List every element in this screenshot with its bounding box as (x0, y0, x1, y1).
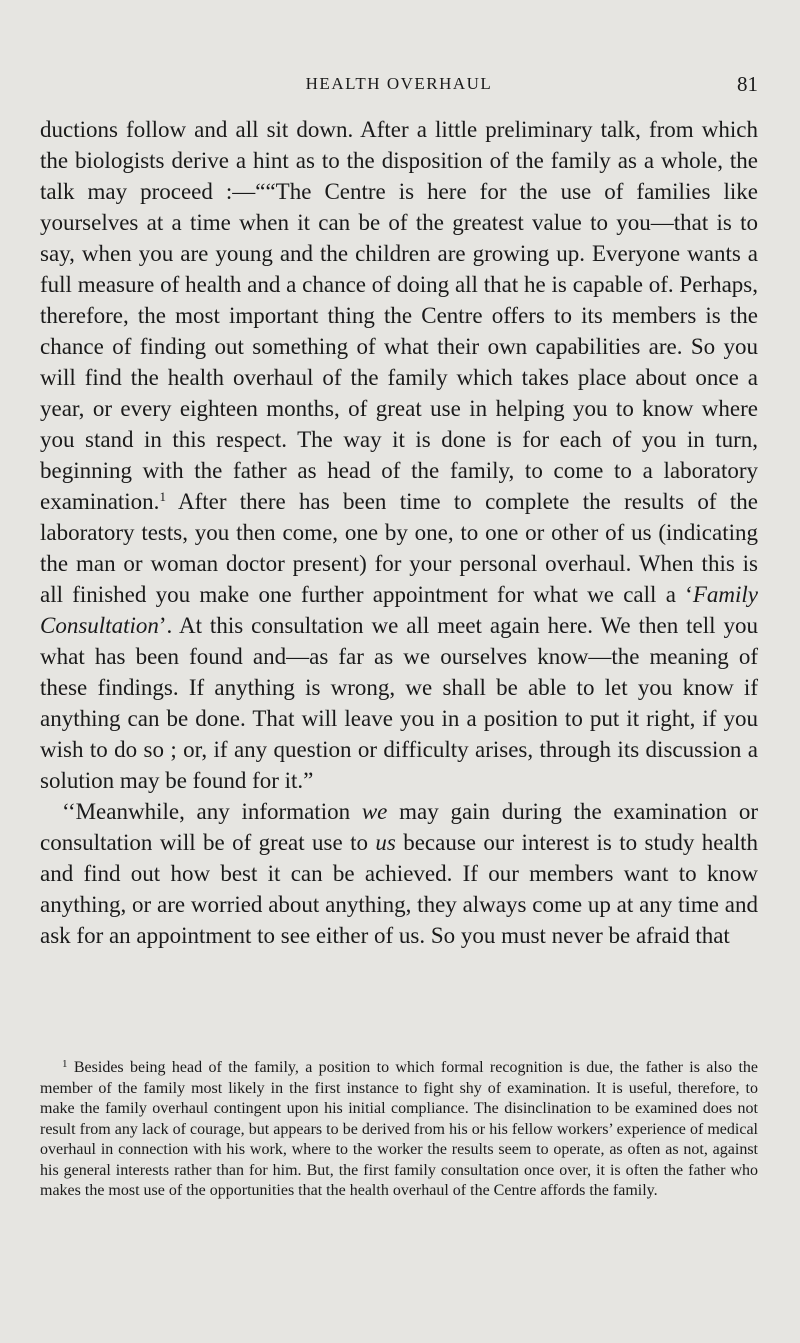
footnotes (40, 1058, 758, 1202)
running-head (40, 74, 758, 98)
footnote-reference: 1 (159, 489, 166, 504)
paragraph-2-part-a: ‘‘Meanwhile, any information (62, 799, 362, 824)
paragraph-2-part-b: may gain during the examination or consultation will be of great use to (40, 799, 758, 855)
footnote-text: Besides being head of the family, a position to which formal recognition is due, the father is also the member of the family most likely in the first instance to fight shy of examination. It is useful, therefore, to make the family overhaul contingent upon his initial compliance. The disinclination to be examined does not result from any lack of courage, but appears to be derived from his or his fellow workers’ experience of medical overhaul in connection with his work, where to the worker the results seem to operate, as often as not, against his general interests rather than for him. But, the first family consultation once over, it is often the father who makes the most use of the opportunities that the health overhaul of the Centre affords the family. (40, 1059, 758, 1199)
paragraph-1-part-a: ductions follow and all sit down. After a little preliminary talk, from which the biologists derive a hint as to the disposition of the family as a whole, the talk may proceed :—““The Centre is here for the use of families like yourselves at a time when it can be of the greatest value to you—that is to say, when you are young and the children are growing up. Everyone wants a full measure of health and a chance of doing all that he is capable of. Perhaps, therefore, the most important thing the Centre offers to its members is the chance of finding out something of what their own capabilities are. So you will find the health overhaul of the family which takes place about once a year, or every eighteen months, of great use in helping you to know where you stand in this respect. The way it is done is for each of you in turn, beginning with the father as head of the family, to come to a laboratory examination. (40, 117, 758, 514)
page-number: 81 (737, 72, 758, 96)
paragraph-1 (40, 114, 758, 796)
paragraph-2-part-c: because our interest is to study health and find out how best it can be achieved. If our members want to know anything, or are worried about anything, they always come up at any time and ask for an appointment to see either of us. So you must never be afraid that (40, 830, 758, 948)
paragraph-1-part-c: ’. At this consultation we all meet again here. We then tell you what has been found and—as far as we ourselves know—the meaning of these findings. If anything is wrong, we shall be able to let you know if anything can be done. That will leave you in a position to put it right, if you wish to do so ; or, if any question or difficulty arises, through its discussion a solution may be found for it.” (40, 613, 758, 793)
footnote-marker: 1 (62, 1058, 68, 1070)
paragraph-2 (40, 796, 758, 951)
footnote-1 (40, 1058, 758, 1202)
emphasis-we: we (361, 799, 388, 824)
body-text (40, 114, 758, 951)
paragraph-1-part-b: After there has been time to complete the results of the laboratory tests, you then come, one by one, to one or other of us (indicating the man or woman doctor present) for your personal overhaul. When this is all finished you make one further appointment for what we call a ‘ (40, 489, 758, 607)
running-title: HEALTH OVERHAUL (305, 74, 493, 93)
family-consultation-term: Family Consultation (40, 582, 758, 638)
emphasis-us: us (375, 830, 396, 855)
